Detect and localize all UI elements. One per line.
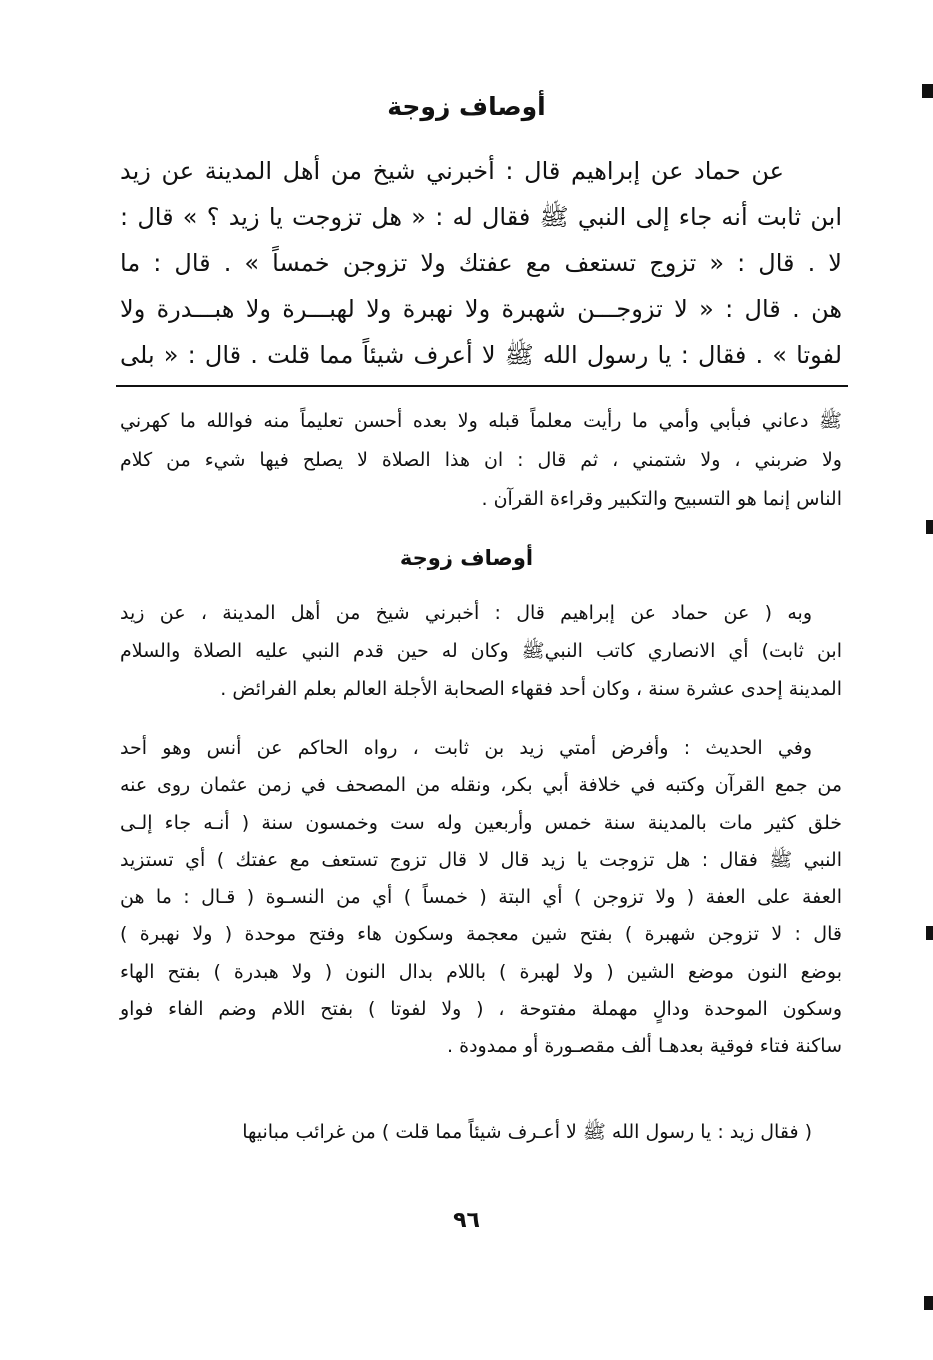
commentary-line: قال : لا تزوجن شهبرة ) بفتح شين معجمة وسكون هاء وفتح موحدة ( ولا نهبرة ) bbox=[120, 923, 842, 946]
commentary-line: العفة على العفة ( ولا تزوجن ) أي البتة ( خمساً ) أي من النسـوة ( قـال : ما هن bbox=[120, 886, 842, 909]
hadith-line: ابن ثابت أنه جاء إلى النبي ﷺ فقال له : « هل تزوجت يا زيد ؟ » قال : bbox=[120, 203, 842, 231]
scan-edge-mark bbox=[922, 84, 933, 98]
hadith-line: لفوتا » . فقال : يا رسول الله ﷺ لا أعرف شيئاً مما قلت . قال : « بلى bbox=[120, 341, 842, 369]
commentary-paragraph-1 bbox=[120, 594, 842, 708]
commentary-line: ولا ضربني ، ولا شتمني ، ثم قال : ان هذا الصلاة لا يصلح فيها شيء من كلام bbox=[120, 449, 842, 471]
commentary-line: بوضع النون موضع الشين ( ولا لهبرة ) باللام بدال النون ( ولا هبدرة ) بفتح الهاء bbox=[120, 960, 842, 983]
commentary-line: ( فقال زيد : يا رسول الله ﷺ لا أعـرف شيئاً مما قلت ) من غرائب مبانيها bbox=[242, 1121, 812, 1143]
hadith-text bbox=[120, 148, 842, 378]
scan-edge-mark bbox=[926, 520, 933, 534]
commentary-paragraph-2 bbox=[120, 730, 842, 1066]
section-title: أوصاف زوجة bbox=[399, 546, 534, 570]
hadith-line: هن . قال : « لا تزوجـــن شهبرة ولا نهبرة ولا لهبـــرة ولا هبـــدرة ولا bbox=[120, 295, 842, 323]
commentary-line: من جمع القرآن وكتبه في خلافة أبي بكر، ونقله من المصحف في زمن عثمان روى عنه bbox=[120, 774, 842, 797]
commentary-line: النبي ﷺ فقال : هل تزوجت يا زيد قال لا قال تزوج تستعف مع عفتك ) أي تستزيد bbox=[120, 848, 842, 871]
hadith-line: لا . قال : « تزوج تستعف مع عفتك ولا تزوجن خمساً » . قال : ما bbox=[120, 249, 842, 277]
commentary-line: وسكون الموحدة ودالٍ مهملة مفتوحة ، ( ولا لفوتا ) بفتح اللام وضم الفاء فواو bbox=[120, 998, 842, 1021]
commentary-line: ابن ثابت) أي الانصاري كاتب النبيﷺ وكان له حين قدم النبي عليه الصلاة والسلام bbox=[120, 640, 842, 662]
previous-commentary bbox=[120, 402, 842, 519]
scan-edge-mark bbox=[924, 1296, 933, 1310]
commentary-line: المدينة إحدى عشرة سنة ، وكان أحد فقهاء الصحابة الأجلة العالم بعلم الفرائض . bbox=[220, 678, 842, 700]
separator-rule bbox=[116, 385, 848, 387]
commentary-line: ساكنة فتاء فوقية بعدهـا ألف مقصـورة أو ممدودة . bbox=[447, 1035, 842, 1058]
commentary-paragraph-3 bbox=[120, 1114, 842, 1151]
commentary-line: خلق كثير مات بالمدينة سنة خمس وأربعين وله ست وخمسون سنة ( أنـه جاء إلـى bbox=[120, 811, 842, 834]
commentary-line: الناس إنما هو التسبيح والتكبير وقراءة القرآن . bbox=[481, 488, 842, 510]
commentary-line: ﷺ دعاني فبأبي وأمي ما رأيت معلماً قبله ولا بعده أحسن تعليماً منه فوالله ما كهرني bbox=[120, 410, 842, 432]
commentary-line: وبه ( عن حماد عن إبراهيم قال : أخبرني شيخ من أهل المدينة ، عن زيد bbox=[120, 602, 812, 624]
page-number: ٩٦ bbox=[453, 1208, 480, 1233]
scan-edge-mark bbox=[926, 926, 933, 940]
commentary-line: وفي الحديث : وأفرض أمتي زيد بن ثابت ، رواه الحاكم عن أنس وهو أحد bbox=[120, 737, 812, 759]
chapter-title: أوصاف زوجة bbox=[387, 92, 546, 121]
hadith-line: عن حماد عن إبراهيم قال : أخبرني شيخ من أهل المدينة عن زيد bbox=[120, 157, 784, 185]
